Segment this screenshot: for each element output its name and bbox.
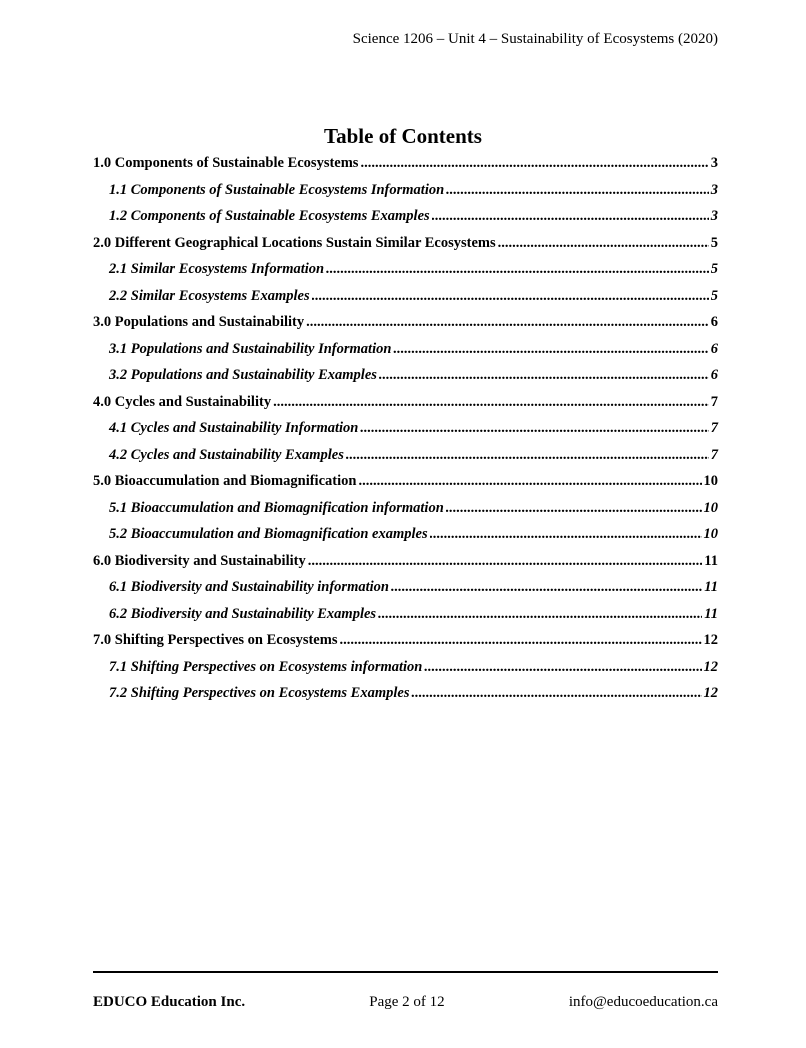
page-footer <box>93 994 718 1011</box>
toc-dot-leader <box>360 150 708 177</box>
toc-entry-label: 5.2 Bioaccumulation and Biomagnification examples <box>109 526 428 542</box>
toc-subentry[interactable] <box>93 177 718 204</box>
page-header: Science 1206 – Unit 4 – Sustainability of Ecosystems (2020) <box>352 31 718 47</box>
toc-entry-page: 12 <box>703 632 718 648</box>
toc-dot-leader <box>273 389 709 416</box>
toc-subentry[interactable] <box>93 680 718 707</box>
toc-entry-page: 10 <box>703 526 718 542</box>
toc-entry-label: 6.0 Biodiversity and Sustainability <box>93 552 306 569</box>
toc-dot-leader <box>446 495 702 522</box>
toc-dot-leader <box>391 574 702 601</box>
toc-entry-page: 11 <box>704 579 718 595</box>
toc-entry[interactable] <box>93 230 718 257</box>
toc-entry-page: 11 <box>704 552 718 569</box>
toc-entry-label: 4.2 Cycles and Sustainability Examples <box>109 446 344 463</box>
toc-subentry[interactable] <box>93 521 718 548</box>
toc-entry-label: 7.2 Shifting Perspectives on Ecosystems Examples <box>109 685 410 701</box>
footer-company: EDUCO Education Inc. <box>93 994 246 1010</box>
toc-entry[interactable] <box>93 468 718 495</box>
toc-subentry[interactable] <box>93 654 718 681</box>
toc-entry-label: 3.1 Populations and Sustainability Information <box>109 340 392 357</box>
toc-entry-label: 4.1 Cycles and Sustainability Information <box>109 420 359 436</box>
toc-entry-label: 2.2 Similar Ecosystems Examples <box>109 287 310 304</box>
toc-entry-label: 7.0 Shifting Perspectives on Ecosystems <box>93 632 338 648</box>
footer-email[interactable]: info@educoeducation.ca <box>568 994 718 1010</box>
footer-divider <box>93 971 718 973</box>
footer-page-number: Page 2 of 12 <box>369 994 445 1010</box>
toc-entry-page: 5 <box>710 261 718 277</box>
toc-dot-leader <box>393 336 708 363</box>
toc-entry-label: 1.0 Components of Sustainable Ecosystems <box>93 155 359 171</box>
toc-entry-page: 5 <box>710 287 718 304</box>
toc-entry-label: 1.2 Components of Sustainable Ecosystems Examples <box>109 208 430 224</box>
toc-entry-page: 11 <box>704 605 718 622</box>
toc-dot-leader <box>306 309 709 336</box>
toc-entry-label: 5.1 Bioaccumulation and Biomagnification information <box>109 499 444 516</box>
toc-entry[interactable] <box>93 309 718 336</box>
toc-dot-leader <box>326 256 709 283</box>
toc-entry-label: 3.2 Populations and Sustainability Examples <box>109 367 377 383</box>
toc-entry[interactable] <box>93 150 718 177</box>
toc-entry-page: 12 <box>703 685 718 701</box>
toc-subentry[interactable] <box>93 336 718 363</box>
toc-entry-label: 3.0 Populations and Sustainability <box>93 314 305 330</box>
toc-entry-label: 4.0 Cycles and Sustainability <box>93 393 272 410</box>
toc-entry-label: 6.1 Biodiversity and Sustainability information <box>109 579 389 595</box>
toc-subentry[interactable] <box>93 283 718 310</box>
toc-entry-page: 3 <box>710 208 718 224</box>
toc-entry-page: 6 <box>710 367 718 383</box>
toc-entry-page: 7 <box>710 393 718 410</box>
toc-dot-leader <box>358 468 701 495</box>
toc-subentry[interactable] <box>93 442 718 469</box>
toc-entry[interactable] <box>93 548 718 575</box>
toc-entry-label: 7.1 Shifting Perspectives on Ecosystems information <box>109 658 423 675</box>
toc-subentry[interactable] <box>93 415 718 442</box>
toc-entry-label: 6.2 Biodiversity and Sustainability Examples <box>109 605 377 622</box>
toc-subentry[interactable] <box>93 495 718 522</box>
toc-entry-label: 1.1 Components of Sustainable Ecosystems Information <box>109 181 445 198</box>
toc-subentry[interactable] <box>93 203 718 230</box>
toc-dot-leader <box>424 654 701 681</box>
toc-entry[interactable] <box>93 627 718 654</box>
toc-dot-leader <box>360 415 708 442</box>
toc-dot-leader <box>498 230 709 257</box>
toc-entry-page: 3 <box>710 181 718 198</box>
toc-entry-page: 12 <box>703 658 718 675</box>
toc-entry-label: 2.0 Different Geographical Locations Sustain Similar Ecosystems <box>93 234 496 251</box>
toc-dot-leader <box>446 177 709 204</box>
toc-subentry[interactable] <box>93 256 718 283</box>
toc-dot-leader <box>312 283 709 310</box>
toc-subentry[interactable] <box>93 574 718 601</box>
table-of-contents <box>93 150 718 707</box>
toc-entry-page: 10 <box>703 499 718 516</box>
toc-dot-leader <box>411 680 701 707</box>
toc-dot-leader <box>430 521 702 548</box>
toc-subentry[interactable] <box>93 362 718 389</box>
toc-entry-page: 10 <box>703 473 718 489</box>
toc-entry-page: 7 <box>710 446 718 463</box>
toc-entry-page: 3 <box>710 155 718 171</box>
toc-entry-page: 6 <box>710 314 718 330</box>
toc-dot-leader <box>339 627 701 654</box>
toc-entry-label: 5.0 Bioaccumulation and Biomagnification <box>93 473 357 489</box>
toc-title: Table of Contents <box>324 124 482 148</box>
toc-entry-page: 5 <box>710 234 718 251</box>
toc-entry[interactable] <box>93 389 718 416</box>
toc-dot-leader <box>346 442 709 469</box>
toc-dot-leader <box>308 548 703 575</box>
toc-subentry[interactable] <box>93 601 718 628</box>
toc-entry-label: 2.1 Similar Ecosystems Information <box>109 261 325 277</box>
toc-dot-leader <box>379 362 709 389</box>
toc-entry-page: 6 <box>710 340 718 357</box>
toc-entry-page: 7 <box>710 420 718 436</box>
toc-dot-leader <box>432 203 709 230</box>
toc-dot-leader <box>378 601 702 628</box>
